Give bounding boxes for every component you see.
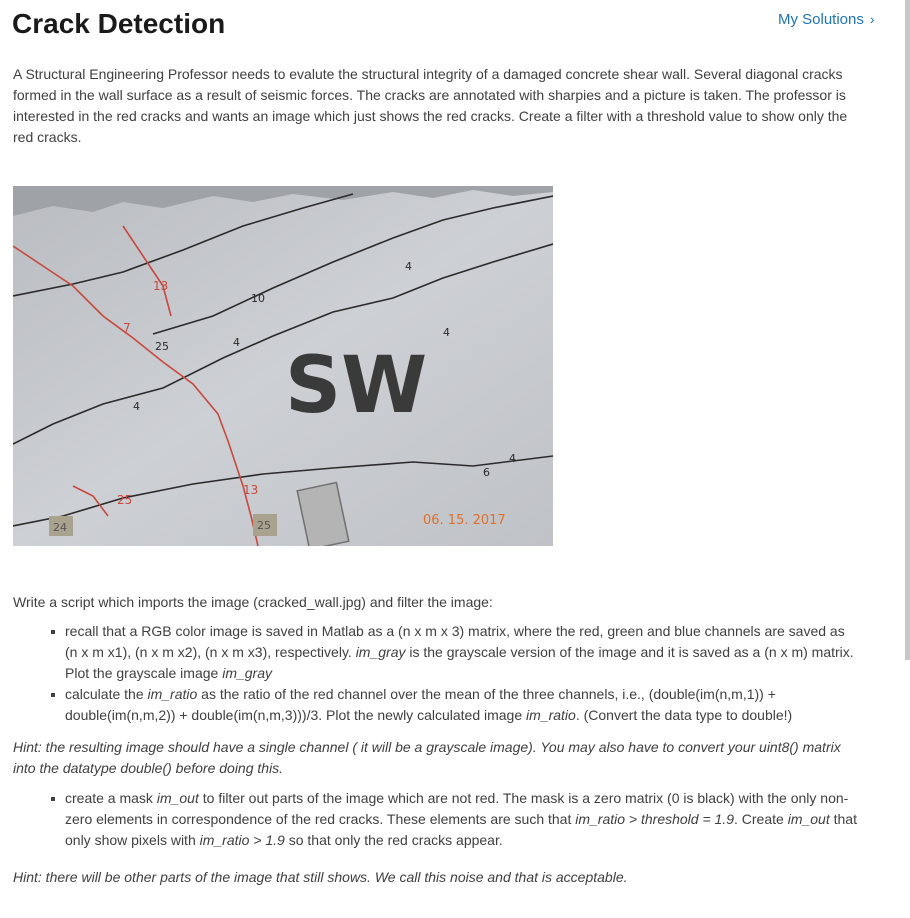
label-10: 10 — [251, 292, 265, 305]
hint-1: Hint: the resulting image should have a single channel ( it will be a grayscale image). You may also have to convert your uint8() matrix into the datatype double() before doing this. — [13, 739, 841, 776]
label-6: 6 — [483, 466, 490, 479]
list-item: create a mask im_out to filter out parts of the image which are not red. The mask is a zero matrix (0 is black) with the only non-zero elements in correspondence of the red cracks. These elements are such that im_ratio > threshold = 1.9. Create im_out that only show pixels with im_ratio > 1.9 so that only the red cracks appear. — [65, 788, 861, 851]
red-label-13b: 13 — [243, 483, 259, 497]
write-instructions: Write a script which imports the image (cracked_wall.jpg) and filter the image: — [13, 594, 493, 610]
my-solutions-link[interactable] — [778, 11, 875, 28]
wall-surface — [13, 186, 553, 546]
list-item: recall that a RGB color image is saved in Matlab as a (n x m x 3) matrix, where the red, green and blue channels are saved as (n x m x1), (n x m x2), (n x m x3), respectively. im_gray is the grayscale version of the image and it is saved as a (n x m) matrix. Plot the grayscale image im_gray — [65, 621, 861, 684]
stencil-sw: SW — [285, 341, 428, 431]
label-4e: 4 — [509, 452, 516, 465]
intro-paragraph: A Structural Engineering Professor needs to evalute the structural integrity of a damaged concrete shear wall. Several diagonal cracks formed in the wall surface as a result of seismic forces. The cracks are annotated with sharpies and a picture is taken. The professor is interested in the red cracks and wants an image which just shows the red cracks. Create a filter with a threshold value to show only the red cracks. — [13, 66, 848, 145]
red-label-7: 7 — [123, 321, 131, 335]
label-4b: 4 — [233, 336, 240, 349]
red-label-25: 25 — [117, 493, 133, 507]
date-stamp: 06. 15. 2017 — [423, 513, 506, 528]
chevron-right-icon: › — [869, 11, 875, 27]
label-25: 25 — [155, 340, 169, 353]
scrollbar[interactable] — [905, 0, 910, 660]
my-solutions-label: My Solutions — [778, 11, 864, 28]
problem-description — [13, 64, 861, 888]
label-4c: 4 — [405, 260, 412, 273]
label-4a: 4 — [133, 400, 140, 413]
label-4d: 4 — [443, 326, 450, 339]
cracked-wall-photo — [13, 186, 553, 546]
tag-24-text: 24 — [53, 521, 67, 534]
page-title: Crack Detection — [12, 8, 226, 39]
tag-25-text: 25 — [257, 519, 271, 532]
red-label-13: 13 — [153, 279, 169, 293]
list-item: calculate the im_ratio as the ratio of the red channel over the mean of the three channels, i.e., (double(im(n,m,1)) + double(im(n,m,2)) + double(im(n,m,3)))/3. Plot the newly calculated image im_ratio. (Convert the data type to double!) — [65, 684, 861, 726]
task-list-1 — [13, 621, 861, 726]
hint-2: Hint: there will be other parts of the image that still shows. We call this noise and that is acceptable. — [13, 869, 628, 885]
task-list-2 — [13, 788, 861, 851]
